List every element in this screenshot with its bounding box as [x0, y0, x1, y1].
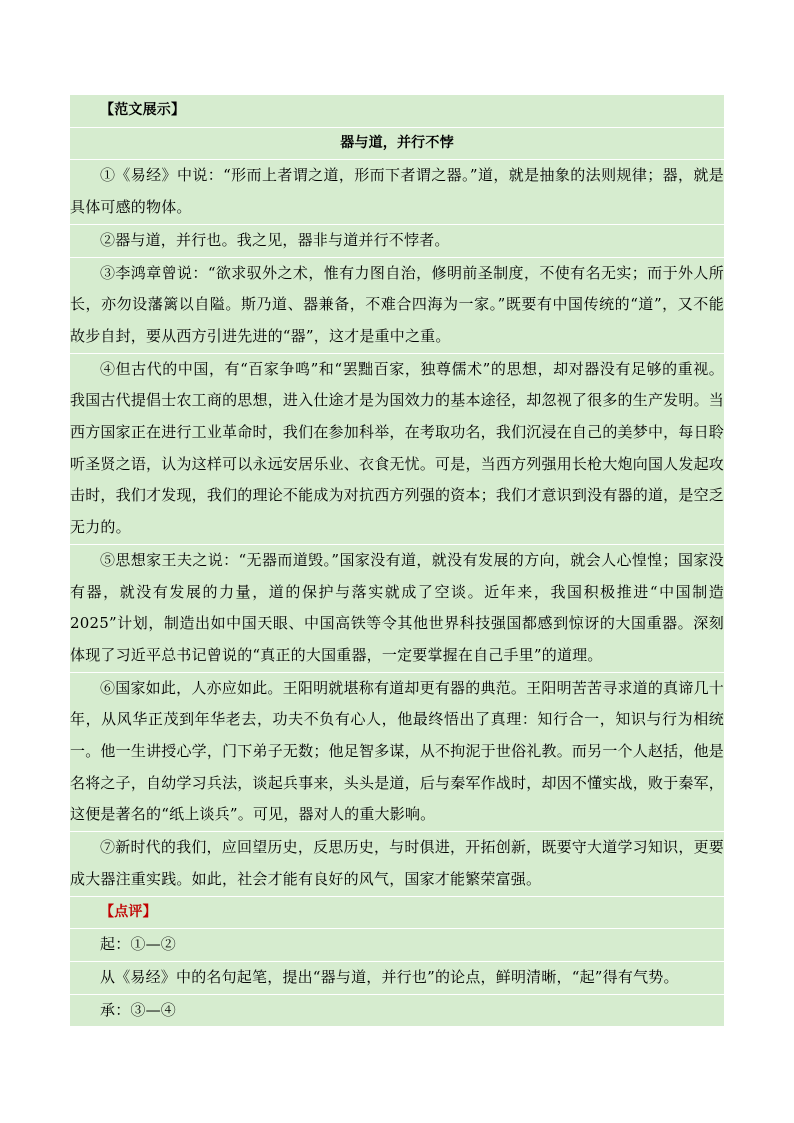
essay-paragraph-6: ⑥国家如此，人亦应如此。王阳明就堪称有道却更有器的典范。王阳明苦苦寻求道的真谛几十年，从风华正茂到年华老去，功夫不负有心人，他最终悟出了真理：知行合一，知识与行为相统一。他一生讲授心学，门下弟子无数；他足智多谋，从不拘泥于世俗礼教。而另一个人赵括，他是名将之子，自幼学习兵法，谈起兵事来，头头是道，后与秦军作战时，却因不懂实战，败于秦军，这便是著名的“纸上谈兵”。可见，器对人的重大影响。 — [70, 673, 724, 833]
essay-paragraph-7: ⑦新时代的我们，应回望历史，反思历史，与时俱进，开拓创新，既要守大道学习知识，更要成大器注重实践。如此，社会才能有良好的风气，国家才能繁荣富强。 — [70, 832, 724, 896]
essay-sheet — [70, 95, 724, 1027]
essay-section-label: 【范文展示】 — [70, 95, 724, 128]
essay-paragraph-5: ⑤思想家王夫之说：“无器而道毁。”国家没有道，就没有发展的方向，就会人心惶惶；国家没有器，就没有发展的力量，道的保护与落实就成了空谈。近年来，我国积极推进“中国制造 2025”计划，制造出如中国天眼、中国高铁等令其他世界科技强国都感到惊讶的大国重器。深刻体现了习近平总书记曾说的“真正的大国重器，一定要掌握在自己手里”的道理。 — [70, 545, 724, 673]
essay-title: 器与道，并行不悖 — [70, 128, 724, 161]
essay-paragraph-3: ③李鸿章曾说：“欲求驭外之术，惟有力图自治，修明前圣制度，不使有名无实；而于外人所长，亦勿设藩篱以自隘。斯乃道、器兼备，不难合四海为一家。”既要有中国传统的“道”，又不能故步自封，要从西方引进先进的“器”，这才是重中之重。 — [70, 258, 724, 354]
essay-paragraph-4: ④但古代的中国，有“百家争鸣”和“罢黜百家，独尊儒术”的思想，却对器没有足够的重视。我国古代提倡士农工商的思想，进入仕途才是为国效力的基本途径，却忽视了很多的生产发明。当西方国家正在进行工业革命时，我们在参加科举，在考取功名，我们沉浸在自己的美梦中，每日聆听圣贤之语，认为这样可以永远安居乐业、衣食无忧。可是，当西方列强用长枪大炮向国人发起攻击时，我们才发现，我们的理论不能成为对抗西方列强的资本；我们才意识到没有器的道，是空乏无力的。 — [70, 354, 724, 545]
essay-paragraph-1: ①《易经》中说：“形而上者谓之道，形而下者谓之器。”道，就是抽象的法则规律；器，就是具体可感的物体。 — [70, 160, 724, 224]
review-section-label: 【点评】 — [70, 897, 724, 930]
review-line-3: 承：③—④ — [70, 995, 724, 1028]
essay-paragraph-2: ②器与道，并行也。我之见，器非与道并行不悖者。 — [70, 225, 724, 258]
review-line-2: 从《易经》中的名句起笔，提出“器与道，并行也”的论点，鲜明清晰，“起”得有气势。 — [70, 962, 724, 995]
review-line-1: 起：①—② — [70, 929, 724, 962]
